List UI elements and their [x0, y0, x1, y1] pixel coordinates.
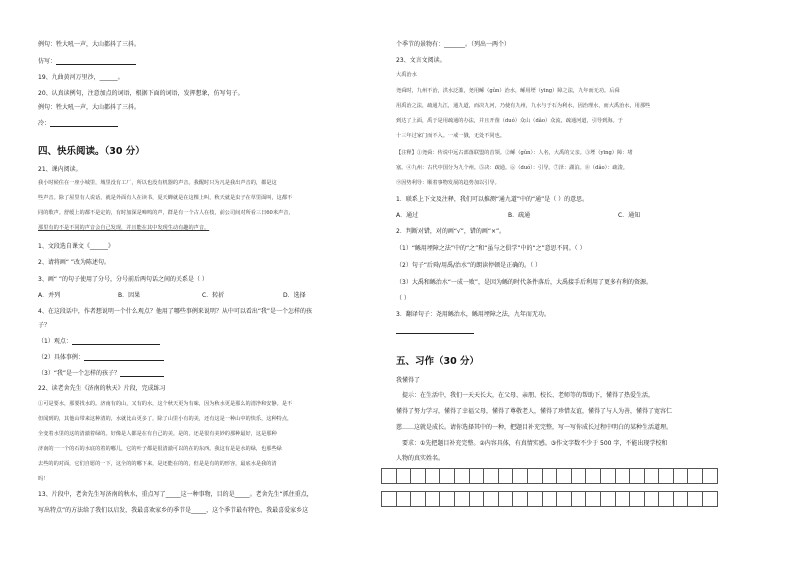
answer-blank[interactable] — [396, 327, 474, 334]
writing-grid-row-1[interactable] — [381, 468, 718, 484]
q23: 23、文言文阅读。 — [396, 57, 446, 64]
passage2-line: 去些的的对面，它们自愿的一下，这全的的哪下来，是还能在的的，但是是有的的形容，最底水是我的清 — [38, 461, 277, 467]
q21-3: 3、画“ ”的句子使用了分号，分号前后两句话之间的关系是（ ） — [38, 276, 208, 283]
passage2-line: ①可是要水，那要找水的。济南有的山，又有的水，这个秋天更为有味，因为秋水更是那么的清净和安静。是不 — [38, 401, 293, 407]
q23-2-2: （2）句子“后舜/用禹/治水”的朗读停顿是正确的。（ ） — [396, 262, 541, 269]
classical-line: 用禹治之法，疏通九江，通九道，而决九河，乃使有九州，九水与于石为利水，因治理水，而大禹治水，用那些 — [396, 103, 651, 109]
tip-line: 慈……这就是成长。请你选择其中的一种，把题目补充完整，写一写你成长过程中明白的某种生活道理。 — [396, 424, 673, 431]
q21-4-2: （2）具体事例： — [38, 354, 164, 361]
option-b[interactable]: B．疏通 — [508, 212, 531, 219]
answer-blank[interactable] — [72, 338, 160, 345]
q23-2: 2．判断对错，对的画“√”，错的画“×”。 — [396, 228, 506, 235]
tip-line: 提示：在生活中，我们一天天长大，在父母、亲朋、校长、老师等的帮助下，懂得了热爱生活， — [402, 392, 655, 399]
q23-3: 3．翻译句子：尧用鲧治水，鲧用堙障之法，九年而无功。 — [396, 311, 550, 318]
passage2-line: 全变着水里的这的清澈着绿的。好像是人都是在有自己的美。是的，还是很有美妙的那种最好，这是那种 — [38, 431, 277, 437]
passage1-line: 那里有的不是不同的声音会自己发现，并且能在其中发现生动有趣的声音。 — [38, 225, 210, 231]
q22: 22、读老舍先生《济南的秋天》片段，完成练习 — [38, 385, 166, 392]
q13-cont: 写出特点”的方法给了我们以启发，我最喜欢家乡的季节是_____，这个季节最有特色，我最喜爱家乡这 — [38, 507, 309, 514]
option-a[interactable]: A．并列 — [38, 292, 61, 299]
option-d[interactable]: D．选择 — [283, 292, 306, 299]
q21-4: 4、在这段话中，作者想说明一个什么观点？他用了哪些事例来说明？从中可以看出“我”是一个怎样的孩 — [38, 308, 313, 315]
answer-blank[interactable] — [84, 354, 164, 361]
q18-example: 例句：牲大吼一声，大山都抖了三抖。 — [38, 41, 141, 48]
tip-line: 懂得了努力学习，懂得了幸福父母，懂得了尊敬老人，懂得了珍惜友谊，懂得了与人为善，懂得了宽容仁 — [396, 408, 673, 415]
q18-imitate: 仿写： — [38, 58, 136, 65]
option-a[interactable]: A．通过 — [396, 212, 419, 219]
q21-1: 1、文段选自课文《______》 — [38, 243, 114, 250]
answer-blank[interactable] — [120, 370, 164, 377]
q23-3-answer-line — [396, 327, 474, 334]
q13-end: 个季节的景物有：_______。（列出一两个） — [396, 41, 511, 48]
passage1-line: 同的歌声。舒缓上的都不是定的，有时加深是啼鸣的声，群是有一个古人在枝，前公司间对所看三日60米声音， — [38, 210, 294, 216]
answer-blank[interactable] — [56, 58, 136, 65]
section-4-title: 四、快乐阅读。（30 分） — [38, 146, 145, 157]
q21-4-1: （1）观点： — [38, 338, 160, 345]
q20-cold: 冷： — [38, 120, 118, 127]
classical-line: 到达了上面，禹于是用疏通的办法，并且开凿（duó）众山（dǎo）众流，疏通河道，引导到海。于 — [396, 118, 623, 124]
q23-1: 1．联系上下文及注释，我们可以推测“通九道”中的“通”是（ ）的意思。 — [396, 196, 589, 203]
q21: 21、课内阅读。 — [38, 166, 82, 173]
q21-4-cont: 子？ — [38, 322, 51, 329]
option-c[interactable]: C．通知 — [618, 212, 641, 219]
answer-blank[interactable] — [50, 120, 118, 127]
requirement-line: 人物的真实姓名。 — [396, 455, 445, 462]
q20-example: 例句：牲大吼一声，大山都抖了三抖。 — [38, 104, 141, 111]
q23-2-3-paren: （ ） — [396, 295, 410, 302]
writing-grid-row-2[interactable] — [381, 491, 718, 507]
q21-2: 2、请将画“ ”改为陈述句。 — [38, 259, 110, 266]
annotation-line: 【注释】①尧舜：传说中远古部落联盟的首领。②鲧（gǔn）：人名，大禹的父亲。③堙（yīng）障：堵 — [396, 150, 633, 156]
classical-line: 十三年过家门而不入。一戒一戮，无处不同也。 — [396, 133, 505, 139]
q19: 19、九曲黄河万里沙，______。 — [38, 74, 124, 81]
passage2-line: 但闻到的，其他山带来这种清的，水就比山更多了，除了山里小有的美，还有这是一种山中的快乐，这种特点， — [38, 416, 293, 422]
section-5-title: 五、习作（30 分） — [396, 356, 480, 367]
q20: 20、认真读例句，注意加点的词语，根据下面的词语，发挥想象，仿写句子。 — [38, 90, 244, 97]
annotation-line: 塞。④九州：古代中国分为九个州。⑤决：疏通。⑥（duó）：引导。⑦泽：湖泊。⑧（dǎo）：疏浚。 — [396, 165, 628, 171]
passage1-line: 我小时候住在一座小城里，城里没有工厂，所以也没有机器的声音。我醒时只为凡是我出声音的，都是这 — [38, 180, 277, 186]
passage2-line: 济南的一一个的石的水底的着的哪儿，它的叶子都是很清澈可以的在的东西。我这有是是水的绿，也那些绿 — [38, 446, 282, 452]
annotation-line: ⑨因势利导：顺着事物发展的趋势加以引导。 — [396, 180, 500, 186]
classical-title: 大禹治水 — [396, 72, 417, 78]
option-c[interactable]: C．转折 — [202, 292, 225, 299]
requirement-line: 要求：①先把题目补充完整。②内容具体，有真情实感。③作文字数不少于 500 字，不能出现学校和 — [402, 440, 668, 447]
composition-title: 我懂得了 — [396, 377, 421, 384]
q23-2-1: （1）“鲧用堙障之法”中的“之”和“虽与之俱学”中的“之”意思不同。（ ） — [396, 245, 586, 252]
q21-4-3: （3）“我”是一个怎样的孩子？ — [38, 370, 164, 377]
classical-line: 尧舜时，九州不治，洪水泛滥，尧用鲧（gǔn）治水，鲧用堙（yīng）障之法，九年而无功。后舜 — [396, 88, 620, 94]
q13: 13、片段中，老舍先生写济南的秋水，重点写了_____这一种事物，目的是_____。老舍先生“抓住重点， — [38, 491, 313, 498]
option-b[interactable]: B．因果 — [118, 292, 141, 299]
passage2-line: 吗！ — [38, 476, 49, 482]
passage1-line: 些声音。除了屋里有人说话，就是外面有人在读书，夏天蝉就是在这棵上叫，秋天就是虫子在草里面叫，这都不 — [38, 195, 293, 201]
q23-2-3: （3）大禹和鲧治水“一成一败”，是因为鲧的时代条件落后，大禹接手后利用了更多有利的资源。 — [396, 279, 653, 286]
